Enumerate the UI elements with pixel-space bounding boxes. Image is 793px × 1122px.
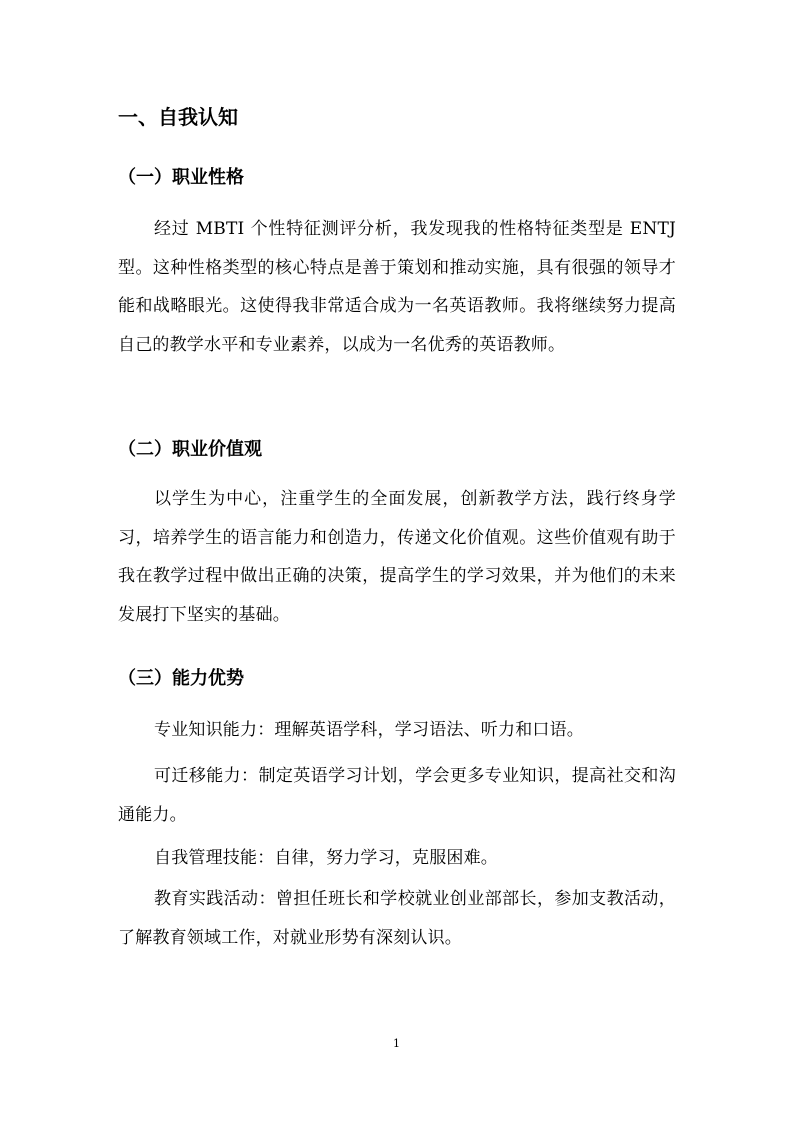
- paragraph-self-management: 自我管理技能：自律，努力学习，克服困难。: [154, 848, 498, 868]
- paragraph-values: 以学生为中心，注重学生的全面发展，创新教学方法，践行终身学习，培养学生的语言能力和创造力，传递文化价值观。这些价值观有助于我在教学过程中做出正确的决策，提高学生的学习效果，并为他们的未来发展打下坚实的基础。: [118, 489, 676, 625]
- paragraph-professional-knowledge: 专业知识能力：理解英语学科，学习语法、听力和口语。: [154, 720, 584, 740]
- paragraph-personality: 经过 MBTI 个性特征测评分析，我发现我的性格特征类型是 ENTJ 型。这种性格类型的核心特点是善于策划和推动实施，具有很强的领导才能和战略眼光。这使得我非常适合成为一名英语教师。我将继续努力提高自己的教学水平和专业素养，以成为一名优秀的英语教师。: [118, 219, 676, 355]
- section-title-personality: （一）职业性格: [118, 167, 244, 188]
- section-title-strengths: （三）能力优势: [118, 668, 244, 689]
- main-heading: 一、自我认知: [118, 105, 238, 129]
- page-number: 1: [393, 1037, 400, 1050]
- paragraph-practice-activities: 教育实践活动：曾担任班长和学校就业创业部部长，参加支教活动，了解教育领域工作，对就业形势有深刻认识。: [118, 889, 676, 948]
- section-title-values: （二）职业价值观: [118, 439, 262, 460]
- paragraph-transferable-skills: 可迁移能力：制定英语学习计划，学会更多专业知识，提高社交和沟通能力。: [118, 766, 676, 825]
